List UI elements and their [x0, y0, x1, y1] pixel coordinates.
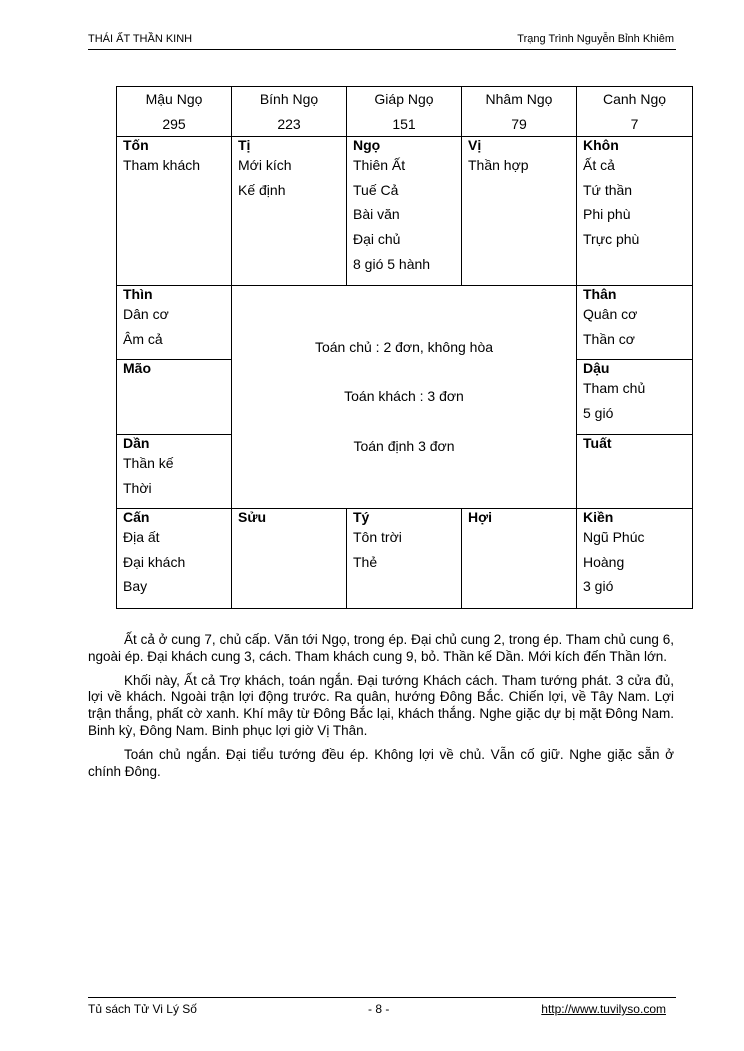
- palace-entry: Tứ thần: [583, 181, 633, 198]
- year-name: Bính Ngọ: [259, 91, 319, 107]
- palace-entry: Bay: [123, 578, 148, 595]
- palace-entry: 3 gió: [583, 578, 614, 595]
- year-number: 295: [162, 115, 186, 132]
- palace-can: [117, 509, 232, 609]
- palace-than: [577, 286, 693, 360]
- year-cell: [117, 87, 232, 137]
- palace-entry: Thần cơ: [583, 330, 635, 347]
- year-name: Mậu Ngọ: [145, 91, 203, 107]
- palace-ti: [232, 137, 347, 286]
- palace-title: Ngọ: [353, 137, 381, 154]
- palace-vi: [462, 137, 577, 286]
- palace-entry: Âm cả: [123, 330, 163, 347]
- page-number: - 8 -: [368, 1002, 390, 1016]
- palace-entry: Quân cơ: [583, 306, 638, 323]
- center-line: Toán định 3 đơn: [353, 437, 455, 454]
- palace-mao: [117, 360, 232, 435]
- page-footer: [88, 997, 676, 1018]
- year-name: Nhâm Ngọ: [485, 91, 553, 107]
- palace-ty: [347, 509, 462, 609]
- year-number: 223: [277, 115, 301, 132]
- palace-entry: Hoàng: [583, 553, 625, 570]
- paragraph: Khối này, Ất cả Trợ khách, toán ngắn. Đại tướng Khách cách. Tham tướng phát. 3 cửa đủ, lợi về khách. Ngoài trận lợi động trước. Ra quân, hướng Đông Bắc. Chiến lợi, về Tây Nam. Lợi trận thắng, phất cờ xanh. Khí mây từ Đông Bắc lại, khách thắng. Nghe giặc dự bị mặt Đông Nam. Binh kỳ, Đông Nam. Binh phục lợi giờ Vị Thân.: [88, 672, 674, 738]
- palace-entry: 5 gió: [583, 404, 614, 421]
- palace-entry: Kế định: [238, 181, 286, 198]
- palace-entry: Thần hợp: [468, 157, 529, 174]
- top-year-row: [117, 87, 693, 137]
- palace-title: Vị: [468, 137, 482, 154]
- palace-suu: [232, 509, 347, 609]
- center-line: Toán chủ : 2 đơn, không hòa: [314, 338, 494, 355]
- paragraph: Toán chủ ngắn. Đại tiểu tướng đều ép. Không lợi về chủ. Vẫn cố giữ. Nghe giặc sẵn ở chính Đông.: [88, 746, 674, 779]
- palace-entry: Địa ất: [123, 529, 160, 546]
- palace-entry: Thời: [123, 479, 152, 496]
- palace-ngo: [347, 137, 462, 286]
- palace-entry: Trực phù: [583, 230, 640, 247]
- palace-entry: Thẻ: [353, 553, 378, 570]
- palace-khon: [577, 137, 693, 286]
- palace-title: Dần: [123, 435, 150, 452]
- palace-entry: Thần kế: [123, 455, 174, 472]
- palace-title: Cấn: [123, 509, 150, 526]
- palace-title: Thìn: [123, 286, 153, 303]
- paragraph: Ất cả ở cung 7, chủ cấp. Văn tới Ngọ, trong ép. Đại chủ cung 2, trong ép. Tham chủ cung 6, ngoài ép. Đại khách cung 3, cách. Tham khách cung 9, bỏ. Thần kế Dần. Mới kích đến Thần lớn.: [88, 632, 674, 664]
- header-author: Trạng Trình Nguyễn Bỉnh Khiêm: [517, 33, 674, 45]
- palace-entry: Tuế Cả: [353, 181, 399, 198]
- footer-series: Tủ sách Tử Vi Lý Số: [88, 1002, 197, 1016]
- palace-ton: [117, 137, 232, 286]
- palace-entry: Dân cơ: [123, 306, 169, 323]
- palace-thin: [117, 286, 232, 360]
- palace-title: Kiền: [583, 509, 614, 526]
- palace-title: Tốn: [123, 137, 149, 154]
- center-line: Toán khách : 3 đơn: [344, 388, 464, 405]
- palace-title: Dậu: [583, 360, 610, 377]
- palace-title: Thân: [583, 286, 617, 303]
- year-cell: [577, 87, 693, 137]
- body-text: [88, 632, 674, 787]
- palace-entry: Đại chủ: [353, 230, 401, 247]
- center-summary: [232, 286, 577, 509]
- year-name: Giáp Ngọ: [374, 91, 434, 107]
- palace-entry: Tham chủ: [583, 380, 646, 397]
- palace-entry: 8 gió 5 hành: [353, 255, 431, 272]
- palace-title: Tý: [353, 509, 370, 526]
- palace-entry: Thiên Ất: [353, 157, 406, 174]
- palace-entry: Đại khách: [123, 553, 186, 570]
- palace-entry: Ngũ Phúc: [583, 529, 645, 546]
- palace-title: Tị: [238, 137, 251, 154]
- year-cell: [347, 87, 462, 137]
- palace-entry: Phi phù: [583, 206, 631, 223]
- palace-dan: [117, 435, 232, 509]
- page-header: [88, 33, 676, 50]
- palace-dau: [577, 360, 693, 435]
- footer-url-link[interactable]: http://www.tuvilyso.com: [541, 1002, 666, 1016]
- palace-table: [116, 86, 693, 609]
- palace-title: Hợi: [468, 509, 492, 526]
- palace-title: Tuất: [583, 435, 612, 452]
- year-number: 79: [511, 115, 527, 132]
- year-number: 7: [630, 115, 639, 132]
- palace-title: Mão: [123, 360, 151, 377]
- palace-entry: Bài văn: [353, 206, 400, 223]
- year-cell: [462, 87, 577, 137]
- palace-hoi: [462, 509, 577, 609]
- palace-kien: [577, 509, 693, 609]
- year-name: Canh Ngọ: [602, 91, 667, 107]
- palace-entry: Mới kích: [238, 157, 292, 174]
- palace-tuat: [577, 435, 693, 509]
- palace-entry: Tham khách: [123, 157, 201, 174]
- year-number: 151: [392, 115, 416, 132]
- palace-entry: Ất cả: [583, 157, 615, 174]
- palace-entry: Tôn trời: [353, 529, 402, 546]
- palace-title: Khôn: [583, 137, 619, 154]
- header-book-title: THÁI ẤT THẦN KINH: [88, 33, 193, 45]
- palace-title: Sửu: [238, 509, 267, 526]
- year-cell: [232, 87, 347, 137]
